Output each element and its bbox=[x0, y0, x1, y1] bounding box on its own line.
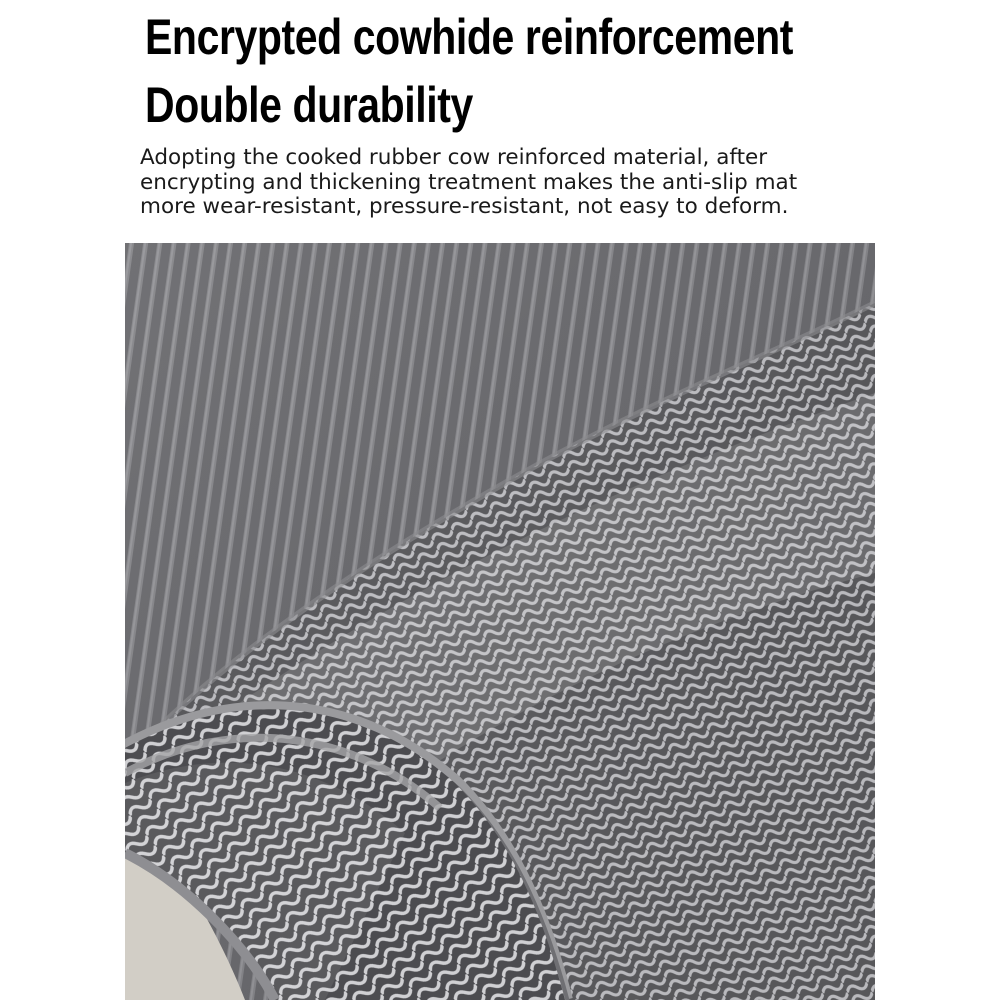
headline-line-2: Double durability bbox=[145, 77, 473, 133]
description-line-1: Adopting the cooked rubber cow reinforced material, after bbox=[140, 145, 768, 170]
description-line-3: more wear-resistant, pressure-resistant, not easy to deform. bbox=[140, 194, 789, 219]
product-photo bbox=[125, 243, 875, 1000]
product-description bbox=[140, 146, 880, 220]
mat-illustration bbox=[125, 243, 875, 1000]
description-line-2: encrypting and thickening treatment makes the anti-slip mat bbox=[140, 169, 798, 195]
headline-line-1: Encrypted cowhide reinforcement bbox=[145, 9, 794, 65]
